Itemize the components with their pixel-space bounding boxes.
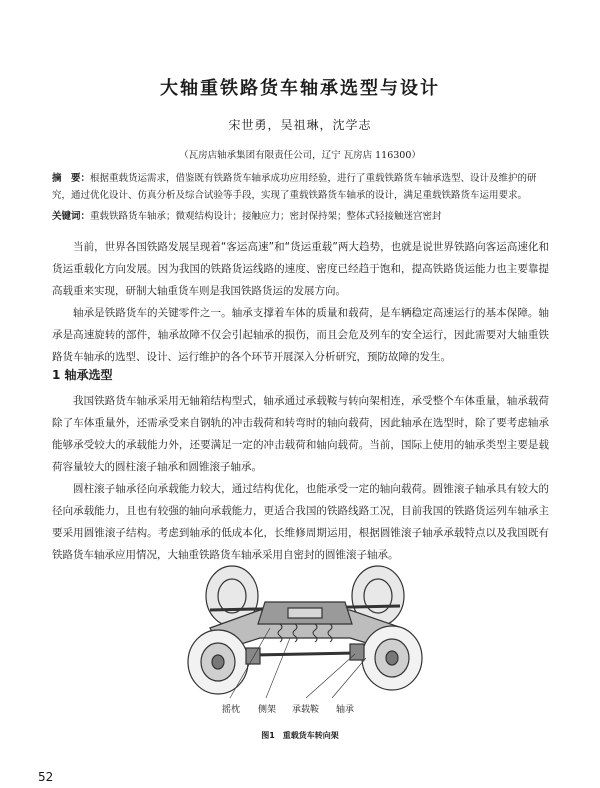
intro-paragraph-2: 轴承是铁路货车的关键零件之一。轴承支撑着车体的质量和载荷，是车辆稳定高速运行的基本保障。轴承是高速旋转的部件，轴承故障不仅会引起轴承的损伤，而且会危及列车的安全运行，因此需要对大轴重铁路货车轴承的选型、设计、运行维护的各个环节开展深入分析研究，预防故障的发生。 — [52, 307, 549, 363]
bearing-adapter — [350, 644, 364, 660]
figure-label-adapter: 承载鞍 — [292, 705, 320, 715]
paper-title: 大轴重铁路货车轴承选型与设计 — [160, 78, 440, 99]
keywords-label: 关键词： — [52, 211, 91, 222]
authors: 宋世勇，吴祖琳，沈学志 — [228, 118, 372, 132]
figure-label-bolster: 摇枕 — [222, 705, 241, 715]
figure-label-bearing: 轴承 — [336, 705, 355, 715]
keywords — [52, 208, 552, 225]
section-paragraph-2: 圆柱滚子轴承径向承载能力较大，通过结构优化，也能承受一定的轴向载荷。圆锥滚子轴承具有较大的径向承载能力，且也有较强的轴向承载能力，更适合我国的铁路线路工况，目前我国的铁路货运列车轴承主要采用圆锥滚子结构。考虑到轴承的低成本化，长维修周期运用，根据圆锥滚子轴承承载特点以及我国既有铁路货车轴承应用情况，大轴重铁路货车轴承采用自密封的圆锥滚子轴承。 — [52, 483, 549, 561]
figure-label-side-frame: 侧架 — [258, 705, 277, 715]
keywords-text: 重载铁路货车轴承；微观结构设计；接触应力；密封保持架；整体式轻接触迷宫密封 — [90, 211, 442, 222]
abstract-text: 根据重载货运需求，借鉴既有铁路货车轴承成功应用经验，进行了重载铁路货车轴承选型、设计及维护的研究，通过优化设计、仿真分析及综合试验等手段，实现了重载铁路货车轴承的设计，满足重载铁路货车运用要求。 — [52, 173, 537, 201]
figure-caption: 图1 重载货车转向架 — [261, 731, 339, 740]
bogie-figure — [170, 558, 440, 703]
affiliation: （瓦房店轴承集团有限责任公司，辽宁 瓦房店 116300） — [179, 150, 421, 161]
section-paragraph-1: 我国铁路货车轴承采用无轴箱结构型式，轴承通过承载鞍与转向架相连，承受整个车体重量，轴承载荷除了车体重量外，还需承受来自钢轨的冲击载荷和转弯时的轴向载荷，因此轴承在选型时，除了要考虑轴承能够承受较大的承载能力外，还要满足一定的冲击载荷和轴向载荷。当前，国际上使用的轴承类型主要是载荷容量较大的圆柱滚子轴承和圆锥滚子轴承。 — [52, 395, 549, 473]
abstract — [52, 170, 552, 204]
intro-paragraph-1: 当前，世界各国铁路发展呈现着“客运高速”和“货运重载”两大趋势，也就是说世界铁路向客运高速化和货运重载化方向发展。因为我国的铁路货运线路的速度、密度已经趋于饱和，提高铁路货运能力也主要靠提高载重来实现，研制大轴重货车则是我国铁路货运的发展方向。 — [52, 241, 549, 297]
abstract-label: 摘 要： — [52, 173, 91, 184]
section-heading: 1 轴承选型 — [52, 368, 113, 382]
page-number: 52 — [38, 770, 54, 784]
